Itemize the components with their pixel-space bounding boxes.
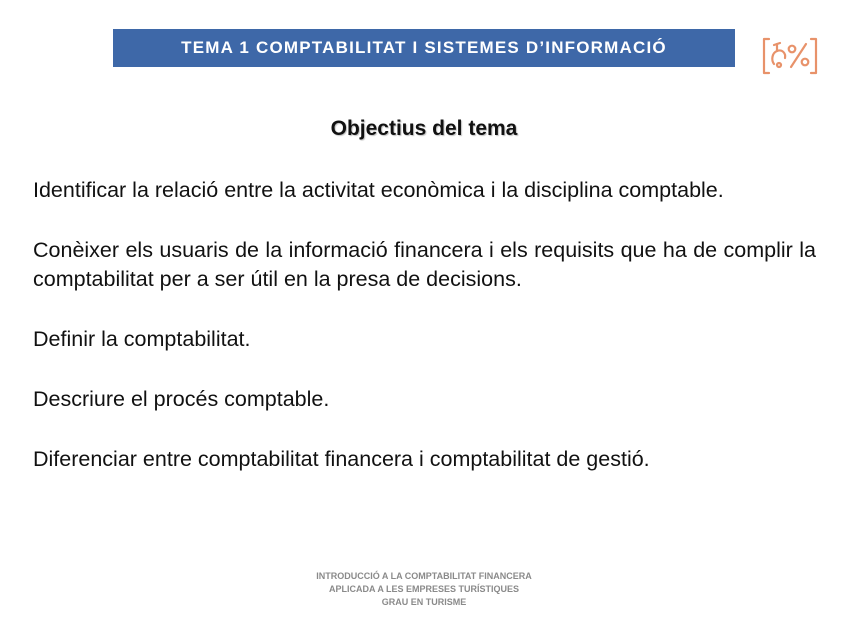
objective-item: Definir la comptabilitat. [33, 327, 251, 351]
footer-line: GRAU EN TURISME [381, 597, 467, 607]
footer [0, 570, 848, 609]
percent-bracket-logo-icon [760, 34, 820, 78]
page-title: TEMA 1 COMPTABILITAT I SISTEMES D’INFORMACIÓ [181, 38, 667, 57]
title-banner [113, 29, 735, 67]
objective-item: Identificar la relació entre la activitat econòmica i la disciplina comptable. [33, 178, 724, 202]
objectives-list [33, 176, 816, 505]
objective-item: Conèixer els usuaris de la informació financera i els requisits que ha de complir la comptabilitat per a ser útil en la presa de decisions. [33, 238, 816, 291]
objective-item: Diferenciar entre comptabilitat financera i comptabilitat de gestió. [33, 447, 650, 471]
section-heading: Objectius del tema [330, 117, 518, 140]
objective-item: Descriure el procés comptable. [33, 387, 330, 411]
footer-line: INTRODUCCIÓ A LA COMPTABILITAT FINANCERA [316, 571, 532, 581]
footer-line: APLICADA A LES EMPRESES TURÍSTIQUES [328, 584, 520, 594]
